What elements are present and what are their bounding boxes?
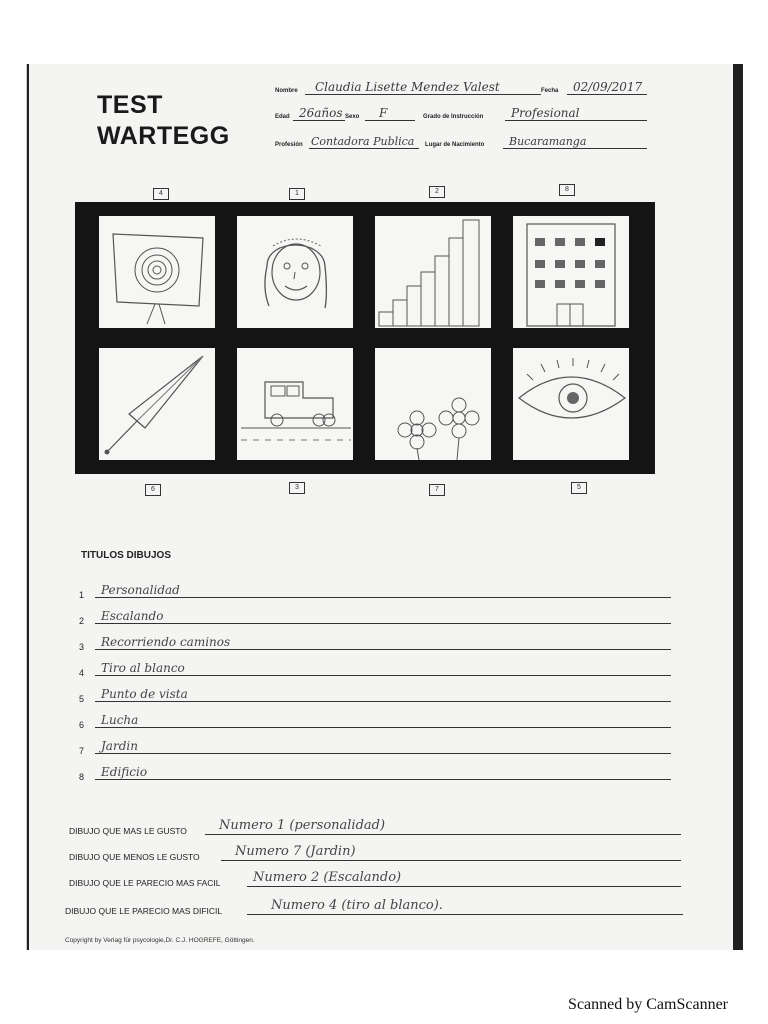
fecha-label: Fecha [541,88,559,94]
title-text: Tiro al blanco [101,661,185,675]
scan-edge-shadow [733,64,743,950]
title-number: 7 [79,746,85,756]
nombre-row [275,78,647,96]
grado-line [505,120,647,121]
order-box-bottom-1: 6 [145,484,161,496]
mas-facil-answer: Numero 2 (Escalando) [253,870,402,885]
titulos-heading: TITULOS DIBUJOS [81,550,172,561]
edad-label: Edad [275,114,290,120]
mas-dificil-answer: Numero 4 (tiro al blanco). [271,898,443,913]
mas-gusto-label: DIBUJO QUE MAS LE GUSTO [69,826,187,836]
title-row-4 [79,656,671,678]
title-row-3 [79,630,671,652]
title-line-1: TEST [97,91,163,119]
grado-value: Profesional [511,106,580,120]
order-box-top-2: 1 [289,188,305,200]
grado-label: Grado de Instrucción [423,114,484,120]
title-text: Jardin [101,739,138,753]
title-row-8 [79,760,671,782]
fecha-value: 02/09/2017 [573,80,643,94]
title-line [95,623,671,624]
umbrella-drawing [99,348,215,460]
car-drawing [237,348,353,460]
order-box-bottom-2: 3 [289,482,305,494]
title-number: 5 [79,694,85,704]
mas-gusto-row [69,814,681,836]
order-box-bottom-3: 7 [429,484,445,496]
title-line [95,753,671,754]
title-line [95,779,671,780]
title-row-7 [79,734,671,756]
title-number: 2 [79,616,85,626]
order-box-top-1: 4 [153,188,169,200]
menos-gusto-line [221,860,681,861]
title-text: Punto de vista [101,687,188,701]
title-line [95,701,671,702]
test-title [97,90,230,152]
title-text: Edificio [101,765,148,779]
umbrella-icon [99,348,215,460]
title-row-1 [79,578,671,600]
copyright-notice: Copyright by Verlag für psycologie,Dr. C.J. HOGREFE, Göttingen. [65,937,255,944]
lugar-value: Bucaramanga [509,135,587,148]
building-icon [513,216,629,328]
eye-icon [513,348,629,460]
staircase-drawing [375,216,491,328]
mas-facil-row [69,866,681,888]
nombre-line [305,94,541,95]
title-text: Lucha [101,713,139,727]
lugar-label: Lugar de Nacimiento [425,142,485,148]
building-drawing [513,216,629,328]
profesion-line [309,148,419,149]
title-line [95,727,671,728]
mas-facil-label: DIBUJO QUE LE PARECIO MAS FACIL [69,878,221,888]
title-line [95,597,671,598]
mas-gusto-answer: Numero 1 (personalidad) [219,818,386,833]
title-number: 3 [79,642,85,652]
sexo-value: F [379,106,388,120]
fecha-line [567,94,647,95]
order-box-top-3: 2 [429,186,445,198]
title-number: 6 [79,720,85,730]
girl-face-drawing [237,216,353,328]
title-line-2: WARTEGG [97,122,230,150]
scanner-watermark: Scanned by CamScanner [568,996,728,1013]
target-drawing [99,216,215,328]
mas-dificil-line [247,914,683,915]
mas-facil-line [247,886,681,887]
sexo-label: Sexo [345,114,360,120]
profesion-row [275,132,647,150]
title-row-2 [79,604,671,626]
title-number: 8 [79,772,85,782]
face-icon [237,216,353,328]
title-text: Personalidad [101,583,180,597]
title-line [95,649,671,650]
menos-gusto-row [69,840,681,862]
title-text: Escalando [101,609,164,623]
edad-row [275,104,647,122]
car-icon [237,348,353,460]
test-sheet [26,64,743,950]
order-box-top-4: 8 [559,184,575,196]
eye-drawing [513,348,629,460]
mas-dificil-row [65,894,683,916]
profesion-label: Profesión [275,142,303,148]
mas-gusto-line [205,834,681,835]
title-line [95,675,671,676]
title-row-5 [79,682,671,704]
title-number: 4 [79,668,85,678]
menos-gusto-answer: Numero 7 (Jardin) [235,844,356,859]
order-box-bottom-4: 5 [571,482,587,494]
menos-gusto-label: DIBUJO QUE MENOS LE GUSTO [69,852,200,862]
sexo-line [365,120,415,121]
edad-value: 26años [299,106,343,120]
flowers-drawing [375,348,491,460]
title-text: Recorriendo caminos [101,635,231,649]
stairs-icon [375,216,491,328]
wartegg-drawing-grid [75,202,655,474]
title-row-6 [79,708,671,730]
edad-line [293,120,345,121]
target-icon [99,216,215,328]
nombre-value: Claudia Lisette Mendez Valest [315,80,500,94]
nombre-label: Nombre [275,88,298,94]
mas-dificil-label: DIBUJO QUE LE PARECIO MAS DIFICIL [65,906,223,916]
title-number: 1 [79,590,85,600]
flowers-icon [375,348,491,460]
lugar-line [503,148,647,149]
profesion-value: Contadora Publica [311,135,415,148]
